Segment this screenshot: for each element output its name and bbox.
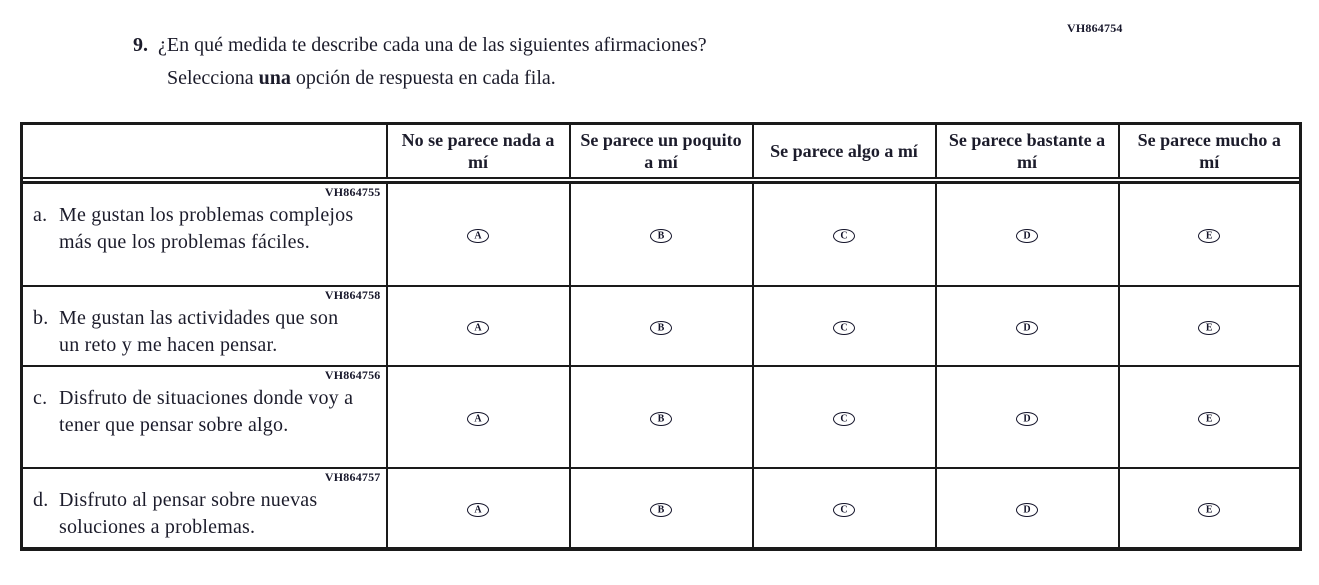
table-row (22, 182, 1301, 286)
option-cell-d (936, 366, 1119, 468)
statement-text: Me gustan los problemas complejos más que los problemas fáciles. (59, 203, 354, 253)
statement-label: a. (33, 203, 48, 226)
answer-bubble-e[interactable]: E (1198, 412, 1220, 426)
option-cell-d (936, 286, 1119, 366)
header-row (22, 124, 1301, 179)
statement (30, 202, 382, 256)
answer-bubble-e[interactable]: E (1198, 321, 1220, 335)
question-block (133, 29, 707, 95)
answer-bubble-e[interactable]: E (1198, 503, 1220, 517)
answer-bubble-c[interactable]: C (833, 229, 855, 243)
option-cell-b (570, 468, 753, 549)
table-row (22, 286, 1301, 366)
option-cell-b (570, 366, 753, 468)
option-cell-c (753, 182, 936, 286)
column-header-3: Se parece algo a mí (753, 124, 936, 179)
item-code: VH864757 (324, 470, 381, 484)
question-accession-code: VH864754 (1067, 21, 1123, 35)
statement (30, 305, 382, 359)
option-cell-c (753, 468, 936, 549)
instruction-line (133, 62, 707, 95)
option-cell-e (1119, 366, 1301, 468)
item-code: VH864756 (324, 368, 381, 382)
answer-bubble-d[interactable]: D (1016, 503, 1038, 517)
statement-header-cell (22, 124, 387, 179)
option-cell-a (387, 468, 570, 549)
statement-label: c. (33, 387, 48, 409)
option-cell-e (1119, 286, 1301, 366)
item-code: VH864758 (324, 288, 381, 302)
instruction-text: Selecciona una opción de respuesta en cada fila. (167, 67, 556, 89)
statement-label: d. (33, 489, 49, 511)
response-matrix-table (20, 122, 1302, 551)
statement-label: b. (33, 307, 49, 329)
answer-bubble-a[interactable]: A (467, 229, 489, 243)
table-row (22, 468, 1301, 549)
column-header-1: No se parece nada a mí (387, 124, 570, 179)
option-cell-b (570, 286, 753, 366)
option-cell-a (387, 286, 570, 366)
option-cell-c (753, 286, 936, 366)
option-cell-b (570, 182, 753, 286)
statement-text: Disfruto al pensar sobre nuevas soluciones a problemas. (59, 489, 318, 538)
statement (30, 385, 382, 439)
option-cell-d (936, 182, 1119, 286)
option-cell-a (387, 366, 570, 468)
answer-bubble-a[interactable]: A (467, 412, 489, 426)
answer-bubble-d[interactable]: D (1016, 321, 1038, 335)
table-row (22, 366, 1301, 468)
answer-bubble-c[interactable]: C (833, 503, 855, 517)
answer-bubble-c[interactable]: C (833, 321, 855, 335)
answer-bubble-c[interactable]: C (833, 412, 855, 426)
option-cell-e (1119, 182, 1301, 286)
statement (30, 487, 382, 541)
answer-bubble-d[interactable]: D (1016, 412, 1038, 426)
option-cell-a (387, 182, 570, 286)
answer-bubble-b[interactable]: B (650, 229, 672, 243)
option-cell-e (1119, 468, 1301, 549)
statement-cell (22, 366, 387, 468)
statement-cell (22, 468, 387, 549)
statement-text: Disfruto de situaciones donde voy a tener que pensar sobre algo. (59, 387, 354, 436)
question-number: 9. (133, 34, 148, 56)
option-cell-d (936, 468, 1119, 549)
statement-cell (22, 182, 387, 286)
option-cell-c (753, 366, 936, 468)
answer-bubble-b[interactable]: B (650, 412, 672, 426)
answer-bubble-b[interactable]: B (650, 503, 672, 517)
statement-cell (22, 286, 387, 366)
question-text: ¿En qué medida te describe cada una de las siguientes afirmaciones? (158, 34, 707, 56)
answer-bubble-a[interactable]: A (467, 321, 489, 335)
answer-bubble-d[interactable]: D (1016, 229, 1038, 243)
column-header-4: Se parece bastante a mí (936, 124, 1119, 179)
question-line (133, 29, 707, 62)
answer-bubble-a[interactable]: A (467, 503, 489, 517)
answer-bubble-b[interactable]: B (650, 321, 672, 335)
item-code: VH864755 (324, 184, 381, 199)
column-header-5: Se parece mucho a mí (1119, 124, 1301, 179)
column-header-2: Se parece un poquito a mí (570, 124, 753, 179)
statement-text: Me gustan las actividades que son un reto y me hacen pensar. (59, 307, 339, 356)
answer-bubble-e[interactable]: E (1198, 229, 1220, 243)
